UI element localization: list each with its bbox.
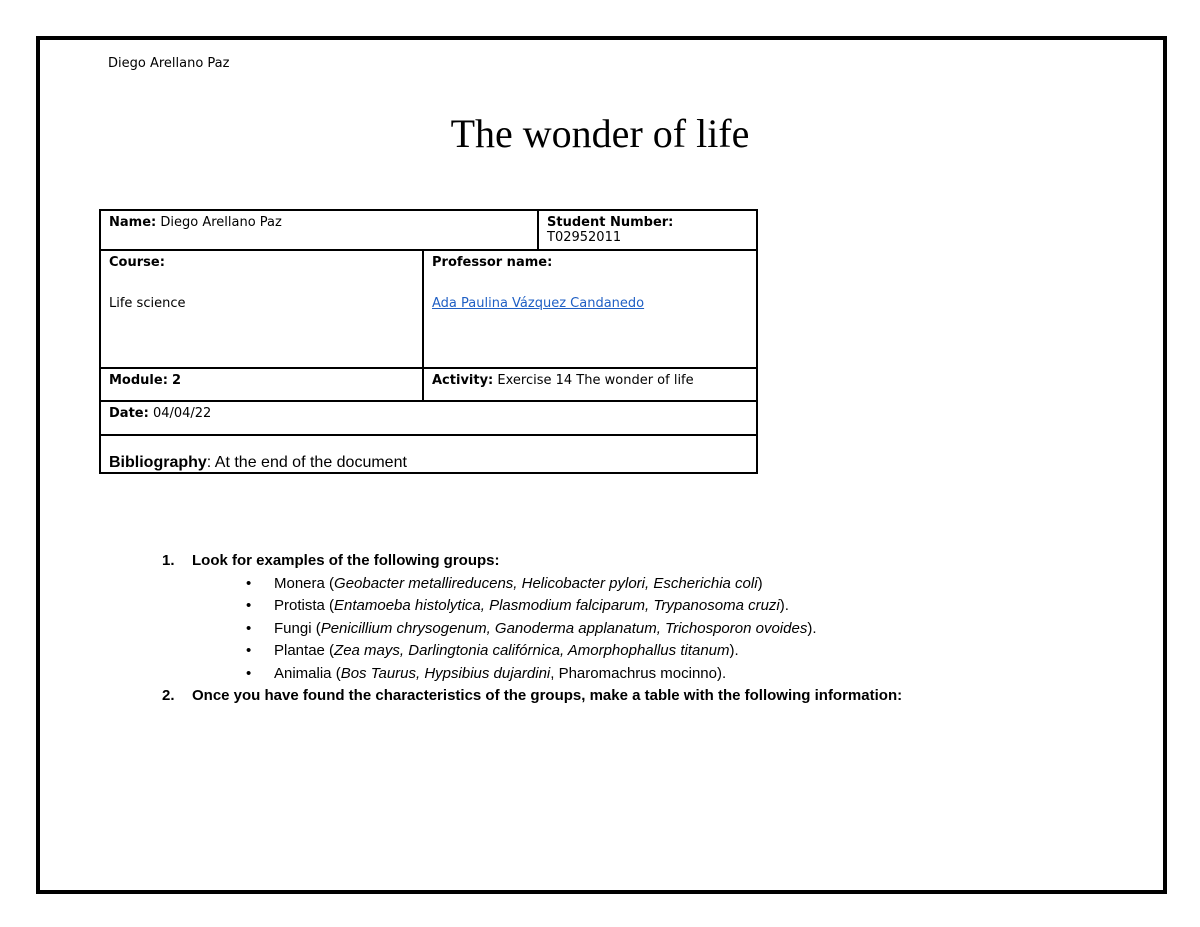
group-examples: Penicillium chrysogenum, Ganoderma applanatum, Trichosporon ovoides xyxy=(320,619,808,637)
task-1-text: Look for examples of the following groups: xyxy=(192,552,500,569)
group-end: ). xyxy=(729,642,739,659)
bibliography-label: Bibliography xyxy=(109,454,207,471)
activity-cell xyxy=(423,368,757,401)
info-table xyxy=(99,209,758,474)
bibliography-cell xyxy=(100,435,757,473)
group-name: Plantae ( xyxy=(274,642,335,659)
date-label: Date: xyxy=(109,406,149,421)
info-row-date xyxy=(100,401,757,435)
bullet-icon: • xyxy=(246,642,252,659)
info-row-bibliography xyxy=(100,435,757,473)
name-label: Name: xyxy=(109,215,157,230)
list-item xyxy=(160,573,1120,596)
module-cell xyxy=(100,368,423,401)
course-cell xyxy=(100,250,423,368)
student-number-cell xyxy=(538,210,757,250)
list-item xyxy=(160,595,1120,618)
group-name: Protista ( xyxy=(274,597,335,614)
info-row-course xyxy=(100,250,757,368)
professor-link[interactable]: Ada Paulina Vázquez Candanedo xyxy=(432,296,645,311)
student-number-label: Student Number: xyxy=(547,215,674,230)
bullet-icon: • xyxy=(246,619,252,637)
professor-label: Professor name: xyxy=(432,255,553,270)
info-row-module xyxy=(100,368,757,401)
bullet-icon: • xyxy=(246,574,252,592)
list-item xyxy=(160,618,1120,641)
activity-label: Activity: xyxy=(432,373,494,388)
date-value: 04/04/22 xyxy=(152,406,212,421)
module-value: 2 xyxy=(172,373,182,388)
list-item xyxy=(160,640,1120,663)
task-1 xyxy=(160,550,1120,573)
list-item xyxy=(160,663,1120,686)
task-list xyxy=(160,550,1120,708)
group-name: Monera ( xyxy=(274,574,335,592)
professor-cell xyxy=(423,250,757,368)
course-label: Course: xyxy=(109,255,165,270)
group-examples: Geobacter metallireducens, Helicobacter pylori, Escherichia coli xyxy=(334,574,758,592)
group-examples: Zea mays, Darlingtonia califórnica, Amorphophallus titanum xyxy=(334,642,730,659)
bullet-icon: • xyxy=(246,597,252,614)
group-examples: Entamoeba histolytica, Plasmodium falciparum, Trypanosoma cruzi xyxy=(334,597,780,614)
group-end: , Pharomachrus mocinno). xyxy=(550,664,727,682)
group-end: ). xyxy=(779,597,789,614)
date-cell xyxy=(100,401,757,435)
task-2 xyxy=(160,685,1120,708)
group-name: Animalia ( xyxy=(274,664,341,682)
bullet-icon: • xyxy=(246,664,252,682)
group-end: ) xyxy=(757,574,763,592)
student-number-value: T02952011 xyxy=(547,230,622,245)
task-1-number: 1. xyxy=(162,552,175,569)
header-author: Diego Arellano Paz xyxy=(108,56,230,71)
info-row-name xyxy=(100,210,757,250)
bibliography-value: : At the end of the document xyxy=(206,454,407,471)
document-title: The wonder of life xyxy=(450,111,750,156)
task-2-number: 2. xyxy=(162,687,175,704)
group-name: Fungi ( xyxy=(274,619,321,637)
name-cell xyxy=(100,210,538,250)
task-2-text: Once you have found the characteristics of the groups, make a table with the following information: xyxy=(192,687,903,704)
group-end: ). xyxy=(807,619,817,637)
group-examples: Bos Taurus, Hypsibius dujardini xyxy=(340,664,551,682)
course-value: Life science xyxy=(109,296,186,311)
module-label: Module: xyxy=(109,373,168,388)
group-list xyxy=(160,573,1120,686)
name-value: Diego Arellano Paz xyxy=(160,215,282,230)
activity-value: Exercise 14 The wonder of life xyxy=(497,373,694,388)
